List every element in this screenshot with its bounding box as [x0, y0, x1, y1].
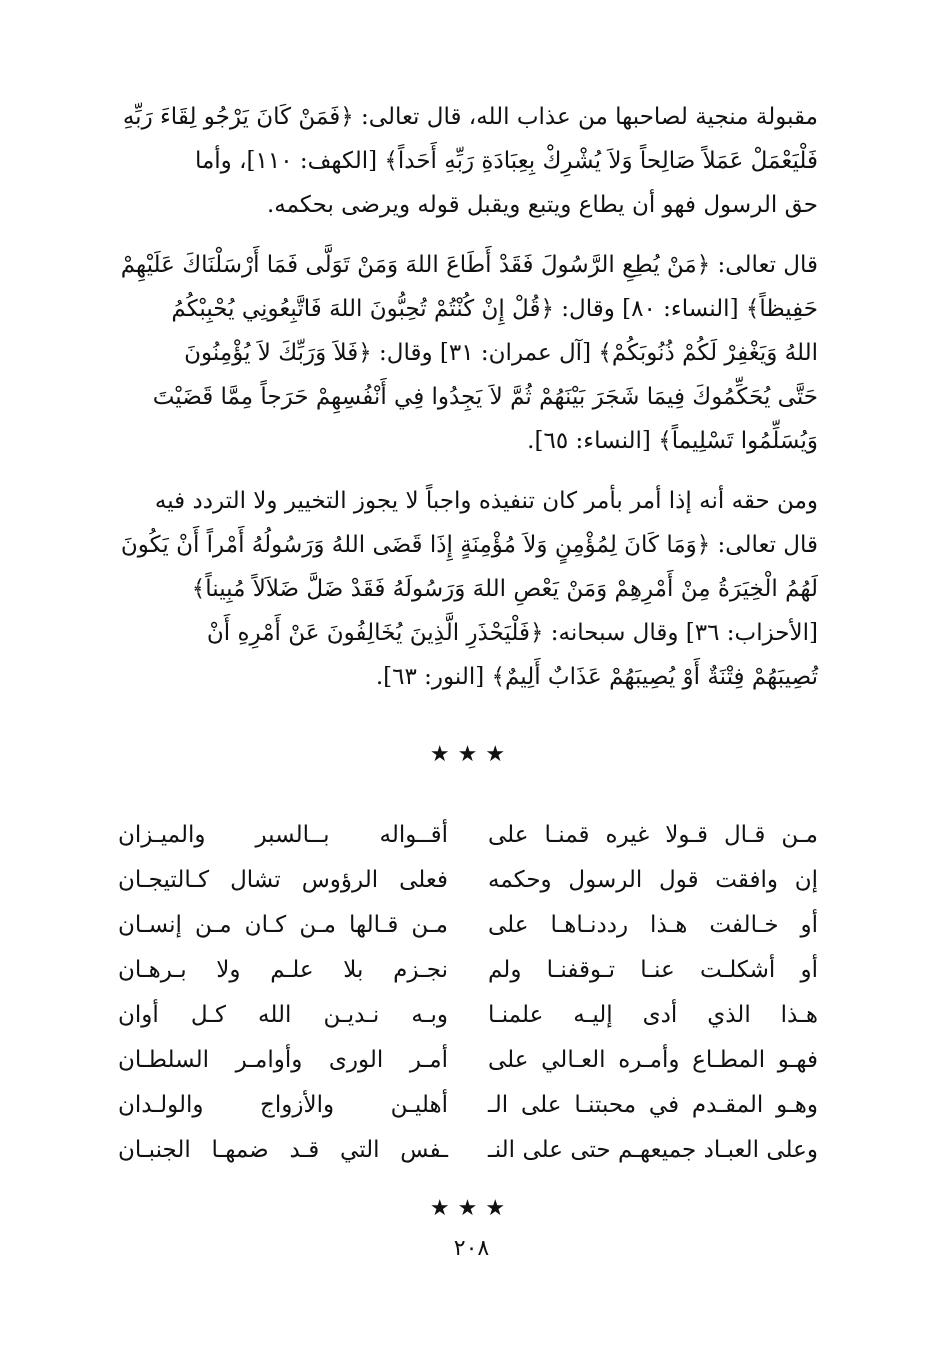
poem-verse	[118, 947, 818, 992]
verse-first-half: إن وافقت قول الرسول وحكمه	[488, 866, 818, 893]
paragraph-1	[118, 95, 818, 227]
text-line: قال تعالى: ﴿وَمَا كَانَ لِمُؤْمِنٍ وَلاَ مُؤْمِنَةٍ إِذَا قَضَى اللهُ وَرَسُولُهُ أَمْراً أَنْ يَكُونَ	[120, 532, 818, 558]
text-line: فَلْيَعْمَلْ عَمَلاً صَالِحاً وَلاَ يُشْرِكْ بِعِبَادَةِ رَبِّهِ أَحَداً﴾ [الكهف: ١١٠]، وأما	[194, 148, 818, 174]
poem	[118, 812, 818, 1172]
verse-second-half: أمـر الورى وأوامـر السلطـان	[118, 1046, 448, 1073]
text-line: وَيُسَلِّمُوا تَسْلِيماً﴾ [النساء: ٦٥].	[527, 428, 818, 454]
body-text	[118, 95, 818, 715]
poem-verse	[118, 1037, 818, 1082]
verse-first-half: وهـو المقـدم في محبتنـا على الـ	[488, 1091, 818, 1118]
poem-verse	[118, 902, 818, 947]
verse-first-half: مـن قـال قـولا غيره قمنـا على	[488, 821, 818, 848]
verse-first-half: فهـو المطـاع وأمـره العـالي على	[488, 1046, 818, 1073]
text-line: اللهُ وَيَغْفِرْ لَكُمْ ذُنُوبَكُمْ﴾ [آل عمران: ٣١] وقال: ﴿فَلاَ وَرَبِّكَ لاَ يُؤْمِنُونَ	[184, 340, 818, 366]
paragraph-2	[118, 243, 818, 463]
verse-second-half: وبـه نـديـن الله كـل أوان	[118, 1001, 448, 1028]
poem-verse	[118, 812, 818, 857]
section-separator: ★★★	[429, 742, 514, 767]
poem-verse	[118, 1082, 818, 1127]
poem-verse	[118, 992, 818, 1037]
verse-first-half: وعلى العبـاد جميعهـم حتى على النـ	[488, 1136, 818, 1163]
verse-first-half: أو أشكلـت عنـا تـوقفنـا ولم	[488, 956, 818, 983]
verse-second-half: مـن قـالها مـن كـان مـن إنسـان	[118, 911, 448, 938]
verse-first-half: هـذا الذي أدى إليـه علمنـا	[488, 1001, 818, 1028]
verse-second-half: فعلى الرؤوس تشال كـالتيجـان	[118, 866, 448, 893]
text-line: ومن حقه أنه إذا أمر بأمر كان تنفيذه واجباً لا يجوز التخيير ولا التردد فيه	[154, 488, 818, 514]
verse-first-half: أو خـالفت هـذا رددنـاهـا على	[488, 911, 818, 938]
text-line: لَهُمُ الْخِيَرَةُ مِنْ أَمْرِهِمْ وَمَنْ يَعْصِ اللهَ وَرَسُولَهُ فَقَدْ ضَلَّ ضَلاَلاً مُبِيناً﴾	[191, 576, 818, 602]
page-number: ٢٠٨	[453, 1236, 490, 1261]
verse-second-half: أهليـن والأزواج والولـدان	[118, 1091, 448, 1118]
text-line: حَفِيظاً﴾ [النساء: ٨٠] وقال: ﴿قُلْ إِنْ كُنْتُمْ تُحِبُّونَ اللهَ فَاتَّبِعُونِي يُحْبِبْكُمُ	[171, 296, 818, 322]
text-line: مقبولة منجية لصاحبها من عذاب الله، قال تعالى: ﴿فَمَنْ كَانَ يَرْجُو لِقَاءَ رَبِّهِ	[122, 104, 818, 130]
section-separator: ★★★	[429, 1196, 514, 1221]
text-line: قال تعالى: ﴿مَنْ يُطِعِ الرَّسُولَ فَقَدْ أَطَاعَ اللهَ وَمَنْ تَوَلَّى فَمَا أَرْسَلْنَاكَ عَلَيْهِمْ	[120, 252, 818, 278]
text-line: تُصِيبَهُمْ فِتْنَةٌ أَوْ يُصِيبَهُمْ عَذَابٌ أَلِيمٌ﴾ [النور: ٦٣].	[375, 664, 818, 690]
text-line: حَتَّى يُحَكِّمُوكَ فِيمَا شَجَرَ بَيْنَهُمْ ثُمَّ لاَ يَجِدُوا فِي أَنْفُسِهِمْ حَرَجاً مِمَّا قَضَيْتَ	[152, 384, 818, 410]
paragraph-3	[118, 479, 818, 699]
poem-verse	[118, 857, 818, 902]
verse-second-half: ـفس التي قـد ضمهـا الجنبـان	[118, 1136, 448, 1163]
text-line: [الأحزاب: ٣٦] وقال سبحانه: ﴿فَلْيَحْذَرِ الَّذِينَ يُخَالِفُونَ عَنْ أَمْرِهِ أَنْ	[206, 620, 818, 646]
verse-second-half: نجـزم بلا علـم ولا بـرهـان	[118, 956, 448, 983]
text-line: حق الرسول فهو أن يطاع ويتبع ويقبل قوله ويرضى بحكمه.	[266, 192, 818, 218]
poem-verse	[118, 1127, 818, 1172]
verse-second-half: أقــواله بــالسبر والميـزان	[118, 821, 448, 848]
